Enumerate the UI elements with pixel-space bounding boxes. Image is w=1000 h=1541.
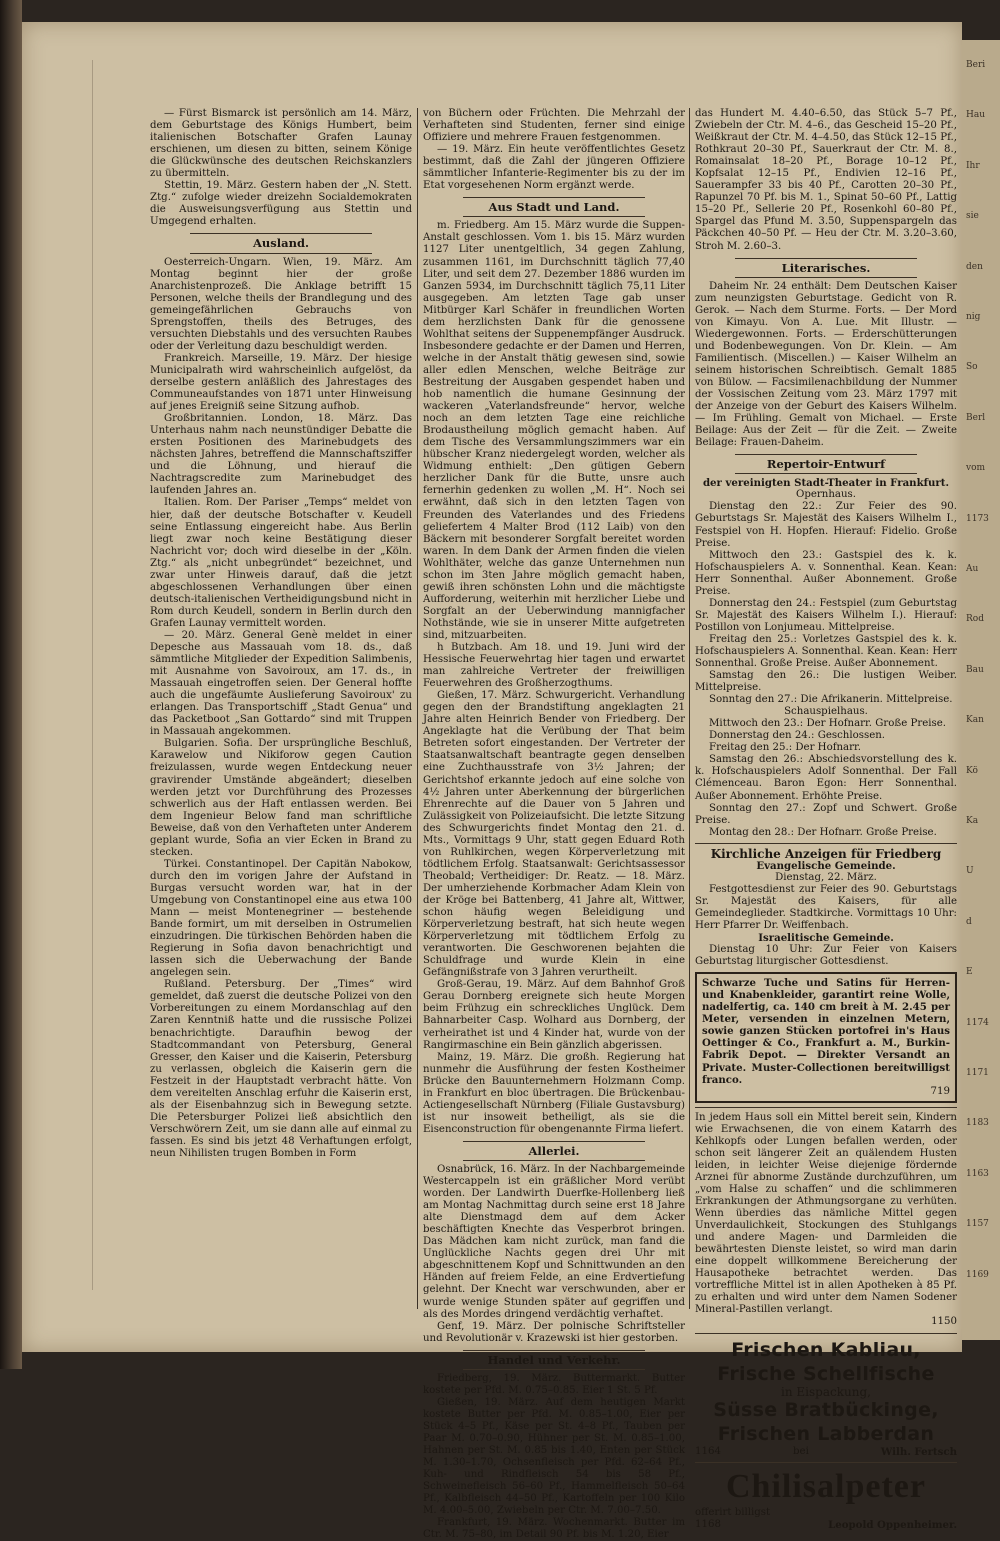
ad-chili-title: Chilisalpeter bbox=[726, 1467, 926, 1505]
repertoir-entry: Mittwoch den 23.: Der Hofnarr. Große Preise. bbox=[709, 718, 947, 730]
article-mainz: Mainz, 19. März. Die großh. Regierung hat nunmehr die Ausführung der festen Kostheimer Brücke den Bauunternehmern Holzmann Comp. in Frankfurt en bloc übertragen. Die Brückenbau-Actiengesellschaft Nürnberg (Filiale Gustavsburg) ist nur insoweit betheiligt, als sie die Eisenconstruction für obengenannte Firma liefert. bbox=[423, 1051, 685, 1135]
ad-chili-offer: offerirt billigst bbox=[695, 1506, 771, 1518]
edge-fragment: 1173 bbox=[966, 513, 989, 524]
ad-number: 1164 bbox=[695, 1445, 721, 1457]
israelitische-text: Dienstag 10 Uhr: Zur Feier von Kaisers Geburtstag liturgischer Gottesdienst. bbox=[695, 944, 957, 968]
ad-fish-line: Frische Schellfische bbox=[717, 1362, 935, 1385]
edge-fragment: nig bbox=[966, 312, 981, 322]
edge-fragment: Au bbox=[966, 564, 979, 574]
market-friedberg: Friedberg, 19. März. Buttermarkt. Butter kostete per Pfd. M. 0.75–0.85. Eier 1 St. 5 Pf. bbox=[423, 1372, 685, 1396]
article-osnabrueck: Osnabrück, 16. März. In der Nachbargemeinde Westercappeln ist ein gräßlicher Mord verübt worden. Der Landwirth Duerfke-Hollenberg ließ am Montag Nachmittag durch seine erst 18 Jahre alte Dienstmagd dem auf dem Acker beschäftigten Knechte das Vesperbrot bringen. Das Mädchen kam nicht zurück, man fand die Unglückliche Nachts gegen drei Uhr mit abgeschnittenem Kopf und Schnittwunden an den Händen auf freiem Felde, an eine Erdvertiefung gelehnt. Der Knecht war verschwunden, aber er wurde wenige Stunden später auf gegriffen und als des Mordes dringend verdächtig verhaftet. bbox=[423, 1163, 685, 1320]
market-frankfurt-cont: das Hundert M. 4.40–6.50, das Stück 5–7 Pf., Zwiebeln der Ctr. M. 4–6., das Gescheid 15–20 Pf., Weißkraut der Ctr. M. 4–4.50, das Stück 12–15 Pf., Rothkraut 20–30 Pf., Sauerkraut der Ctr. M. 8., Romainsalat 18–20 Pf., Borage 10–12 Pf., Kopfsalat 12–15 Pf., Endivien 12–16 Pf., Sauerampfer 33 bis 40 Pf., Carotten 20–30 Pf., Rapunzel 70 Pf. bis M. 1., Spinat 50–60 Pf., Lattig 15–20 Pf., Sellerie 20 Pf., Rosenkohl 60–80 Pf., Spargel das Pfund M. 3.50, Suppenspargeln das Päckchen 40–50 Pf. — Heu der Ctr. M. 3.20–3.60, Stroh M. 2.60–3. bbox=[695, 108, 957, 252]
evangelische-text: Festgottesdienst zur Feier des 90. Geburtstags Sr. Majestät des Kaisers, für alle Gemeindeglieder. Stadtkirche. Vormittags 10 Uhr: Herr Pfarrer Dr. Weiffenbach. bbox=[695, 883, 957, 931]
repertoir-entry: Montag den 28.: Der Hofnarr. Große Preise. bbox=[709, 826, 937, 838]
article-russland-cont: von Büchern oder Früchten. Die Mehrzahl der Verhafteten sind Studenten, ferner sind einige Offiziere und mehrere Frauen festgenommen. bbox=[423, 108, 685, 144]
edge-fragment: Beri bbox=[966, 60, 986, 70]
divider bbox=[695, 1333, 957, 1334]
ad-number: 1150 bbox=[931, 1316, 957, 1328]
israelitische-gemeinde: Israelitische Gemeinde. bbox=[758, 932, 894, 945]
article-daheim: Daheim Nr. 24 enthält: Dem Deutschen Kaiser zum neunzigsten Geburtstage. Gedicht von R. Gerok. — Nach dem Sturme. Forts. — Der Mord von Kimayu. Von A. Lue. Mit Illustr. — Wiedergewonnen. Forts. — Erderschütterungen und Bodenbewegungen. Von Dr. Klein. — Am Familientisch. (Miscellen.) — Kaiser Wilhelm an seinem historischen Schreibtisch. Gemalt 1885 von Bülow. — Facsimilenachbildung der Nummer der Vossischen Zeitung vom 23. März 1797 mit der Anzeige von der Geburt des Kaisers Wilhelm. — Im Frühling. Gemalt von Michael. — Erste Beilage: Aus der Zeit — für die Zeit. — Zweite Beilage: Frauen-Daheim. bbox=[695, 280, 957, 449]
article-italien: Italien. Rom. Der Pariser „Temps“ meldet von hier, daß der deutsche Botschafter v. Keudell seine Entlassung eingereicht habe. Aus Berlin liegt zwar noch keine Bestätigung dieser Nachricht vor; doch wird dieselbe in der „Köln. Ztg.“ als „nicht unbegründet“ bezeichnet, und zwar unter Hinweis darauf, daß die jetzt abgeschlossenen Verhandlungen über einen deutsch-italienischen Vertheidigungsbund nicht in Rom durch Keudell, sondern in Berlin durch den Grafen Launay vermittelt worden. bbox=[150, 497, 412, 629]
evangelische-gemeinde: Evangelische Gemeinde. bbox=[756, 859, 896, 872]
edge-fragment: So bbox=[966, 362, 978, 373]
ad-fish-line: Frischen Labberdan bbox=[717, 1422, 935, 1445]
article-offiziere: — 19. März. Ein heute veröffentlichtes Gesetz bestimmt, daß die Zahl der jüngeren Offiziere sämmtlicher Infanterie-Regimenter bis zu der im Etat vorgesehenen Norm ergänzt werde. bbox=[423, 144, 685, 192]
market-frankfurt: Frankfurt, 19. März. Wochenmarkt. Butter im Ctr. M. 75–80, im Detail 90 Pf. bis M. 1.20, Eier bbox=[423, 1517, 685, 1541]
section-allerlei: Allerlei. bbox=[423, 1141, 685, 1161]
article-butzbach: h Butzbach. Am 18. und 19. Juni wird der Hessische Feuerwehrtag hier tagen und erwartet man zahlreiche Vertreter der freiwilligen Feuerwehren des Großherzogthums. bbox=[423, 642, 685, 690]
edge-fragment: Kö bbox=[966, 765, 978, 776]
divider bbox=[695, 1107, 957, 1108]
edge-fragment: den bbox=[966, 261, 983, 272]
edge-fragment: 1174 bbox=[966, 1017, 989, 1028]
article-oesterreich: Oesterreich-Ungarn. Wien, 19. März. Am Montag beginnt hier der große Anarchistenprozeß. Die Anklage betrifft 15 Personen, welche theils der Brandlegung und des gemeingefährlichen Gebrauchs von Sprengstoffen, theils des Betruges, des versuchten Diebstahls und des versuchten Raubes oder der Verleitung dazu beschuldigt werden. bbox=[150, 256, 412, 352]
edge-fragment: Rod bbox=[966, 614, 984, 625]
repertoir-entry: Donnerstag den 24.: Festspiel (zum Geburtstag Sr. Majestät des Kaisers Wilhelm I.). Hierauf: Postillon von Lonjumeau. Mittelpreise. bbox=[695, 597, 957, 633]
edge-fragment: d bbox=[966, 916, 972, 927]
section-ausland: Ausland. bbox=[150, 233, 412, 253]
article-suppenanstalt: m. Friedberg. Am 15. März wurde die Suppen-Anstalt geschlossen. Vom 1. bis 15. März wurden 1127 Liter unentgeltlich, 34 gegen Zahlung, zusammen 1161, im Durchschnitt täglich 77,40 Liter, und seit dem 27. Dezember 1886 wurden im Ganzen 5934, im Durchschnitt täglich 75,11 Liter ausgegeben. Am letzten Tage gab unser Mitbürger Karl Schäfer in freundlichen Worten dem herzlichsten Dank für die genossene Wohlthat seitens der Suppenempfänger Ausdruck. Insbesondere gedachte er der Damen und Herren, welche in der Anstalt thätig gewesen sind, sowie aller edlen Menschen, welche Beiträge zur Bestreitung der Ausgaben gespendet haben und hob namentlich die humane Gesinnung der wackeren „Vaterlandsfreunde“ hervor, welche noch an dem letzten Tage eine reichliche Brodaustheilung möglich gemacht haben. Auf dem Tische des Versammlungszimmers war ein hübscher Kranz niedergelegt worden, welcher als Widmung enthielt: „Den gütigen Gebern herzlicher Dank für die Butte, unsre auch fernerhin gedenken zu wollen „M. H“. Noch sei erwähnt, daß sich in den letzten Tagen von Freunden des Vaterlandes und des Friedens geliefertem 4 Malter Brod (112 Laib) von den Bäckern mit besonderer Sorgfalt bereitet worden waren. In dem Dank der Armen finden die vielen Wohlthäter, welche das ganze Unternehmen nun schon im 3ten Jahre möglich gemacht haben, gewiß ihren schönsten Lohn und die mächtigste Aufforderung, weiterhin mit herzlicher Liebe und Sorgfalt an der Ueberwindung mannigfacher Nothstände, wie sie in unserer Mitte aufgetreten sind, mitzuarbeiten. bbox=[423, 220, 685, 641]
edge-fragment: sie bbox=[966, 211, 979, 222]
edge-fragment: 1169 bbox=[966, 1269, 989, 1280]
ad-tuche-text: Schwarze Tuche und Satins für Herren- und Knabenkleider, garantirt reine Wolle, nadelfertig, ca. 140 cm breit à M. 2.45 per Meter, versenden in einzelnen Metern, sowie ganzen Stücken portofrei in's Haus Oettinger & Co., Frankfurt a. M., Burkin-Fabrik Depot. — Direkter Versandt an Private. Muster-Collectionen bereitwilligst franco. bbox=[702, 977, 950, 1086]
ad-fish-bei: bei bbox=[793, 1445, 809, 1457]
ad-tuche-satins bbox=[695, 972, 957, 1102]
ad-chilisalpeter bbox=[695, 1467, 957, 1531]
ad-fish-line: Frischen Kabliau, bbox=[731, 1338, 921, 1361]
section-handel: Handel und Verkehr. bbox=[423, 1350, 685, 1370]
edge-fragment: Hau bbox=[966, 110, 986, 121]
repertoir-entry: Mittwoch den 23.: Gastspiel des k. k. Hofschauspielers A. v. Sonnenthal. Kean. Kean: Herr Sonnenthal. Außer Abonnement. Große Preise. bbox=[695, 549, 957, 597]
repertoir-entry: Freitag den 25.: Vorletzes Gastspiel des k. k. Hofschauspielers A. Sonnenthal. Kean. Kean: Herr Sonnenthal. Große Preise. Außer Abonnement. bbox=[695, 633, 957, 670]
article-gross-gerau: Groß-Gerau, 19. März. Auf dem Bahnhof Groß Gerau Dornberg ereignete sich heute Morgen beim Frühzug ein schreckliches Unglück. Dem Bahnarbeiter Casp. Wolhard aus Dornberg, der verheirathet ist und 4 Kinder hat, wurde von der Rangirmaschine ein Bein gänzlich abgerissen. bbox=[423, 979, 685, 1051]
column-2 bbox=[423, 108, 685, 1541]
divider bbox=[695, 1462, 957, 1463]
column-1 bbox=[150, 108, 412, 1309]
ad-number: 719 bbox=[930, 1085, 950, 1097]
edge-fragment: Berl bbox=[966, 412, 986, 423]
edge-fragment: Ka bbox=[966, 816, 979, 826]
ad-fish bbox=[695, 1338, 957, 1458]
article-stettin: Stettin, 19. März. Gestern haben der „N. Stett. Ztg.“ zufolge wieder dreizehn Socialdemokraten die Ausweisungsverfügung aus Stettin und Umgegend erhalten. bbox=[150, 180, 412, 228]
article-bulgarien: Bulgarien. Sofia. Der ursprüngliche Beschluß, Karawelow und Nikiforow gegen Caution freizulassen, wurde wegen Entdeckung neuer gravirender Umstände abgeändert; dieselben werden jetzt vor Durchführung des Prozesses schwerlich aus der Haft entlassen werden. Bei dem Ingenieur Below fand man schriftliche Beweise, daß von den Verhafteten unter Anderem geplant wurde, Sofia an vier Ecken in Brand zu stecken. bbox=[150, 738, 412, 858]
section-literarisches: Literarisches. bbox=[695, 258, 957, 278]
ad-fish-line: in Eispackung, bbox=[781, 1384, 871, 1399]
article-giessen-schwurgericht: Gießen, 17. März. Schwurgericht. Verhandlung gegen den der Brandstiftung angeklagten 21 Jahre alten Heinrich Bender von Friedberg. Der Angeklagte hat die Verübung der That beim Betreten sofort eingestanden. Der Vertreter der Staatsanwaltschaft beantragte gegen denselben eine Zuchthausstrafe von 3½ Jahren; der Gerichtshof erkannte jedoch auf eine solche von 4½ Jahren unter Aberkennung der bürgerlichen Ehrenrechte auf die Dauer von 5 Jahren und Zulässigkeit von Polizeiaufsicht. Die letzte Sitzung des Schwurgerichts findet Montag den 21. d. Mts., Vormittags 9 Uhr, statt gegen Eduard Roth von Ruhlkirchen, wegen Körperverletzung mit tödtlichem Erfolg. Staatsanwalt: Gerichtsassessor Theobald; Vertheidiger: Dr. Reatz. — 18. März. Der umherziehende Korbmacher Adam Klein von der Kröge bei Battenberg, 41 Jahre alt, Wittwer, schon häufig wegen Beleidigung und Körperverletzung bestraft, hat sich heute wegen Körperverletzung mit tödtlichem Erfolg zu verantworten. Die Geschworenen bejahten die Schuldfrage und wurde Klein in eine Gefängnißstrafe von 3 Jahren verurtheilt. bbox=[423, 690, 685, 979]
ad-sodener-text: In jedem Haus soll ein Mittel bereit sein, Kindern wie Erwachsenen, die von einem Katarrh des Kehlkopfs oder Lungen befallen werden, oder schon seit längerer Zeit an quälendem Husten leiden, in leichter Weise diejenige fördernde Arznei für abnorme Zustände durchzuführen, um „vom Halse zu schaffen“ und die schlimmeren Erkrankungen der Athmungsorgane zu verhüten. Wenn überdies das nämliche Mittel gegen Unverdaulichkeit, Stockungen des Stuhlgangs und andere Magen- und Darmleiden die bewährtesten Dienste leistet, so wird man darin eine doppelt willkommene Bereicherung der Hausapotheke betrachtet werden. Das vortreffliche Mittel ist in allen Apotheken à 85 Pf. zu erhalten und wird unter dem Namen Sodener Mineral-Pastillen verlangt. bbox=[695, 1111, 957, 1316]
edge-fragment: 1163 bbox=[966, 1168, 989, 1179]
repertoir-opernhaus: Opernhaus. bbox=[796, 489, 856, 501]
edge-fragment: 1183 bbox=[966, 1118, 989, 1129]
ad-fish-firm: Wilh. Fertsch bbox=[880, 1445, 957, 1458]
adjacent-page-edge bbox=[962, 40, 1000, 1340]
article-russland: Rußland. Petersburg. Der „Times“ wird gemeldet, daß zuerst die deutsche Polizei von den Vorbereitungen zu einem Mordanschlag auf den Zaren Kenntniß hatte und die russische Polizei benachrichtigte. Daraufhin bewog der Stadtcommandant von Petersburg, General Gresser, den Kaiser und die Kaiserin, Petersburg zu verlassen, obgleich die Kaiserin gern die Festzeit in der Hauptstadt verbracht hätte. Von dem vereitelten Anschlag erfuhr die Kaiserin erst, als der Eisenbahnzug sich in Bewegung setzte. Die Petersburger Polizei ließ absichtlich den Verschwörern Zeit, um sie dann alle auf einmal zu fassen. Es sind bis jetzt 48 Verhaftungen erfolgt, neun Nihilisten trugen Bomben in Form bbox=[150, 979, 412, 1159]
article-genf: Genf, 19. März. Der polnische Schriftsteller und Revolutionär v. Krazewski ist hier gestorben. bbox=[423, 1320, 685, 1344]
market-giessen: Gießen, 19. März. Auf dem heutigen Markt kostete Butter per Pfd. M. 0.85–1.00, Eier per Stück 4–5 Pf., Käse per St. 4–8 Pf., Tauben per Paar M. 0.70–0.90, Hühner per St. M. 0.85–1.00, Hahnen per St. M. 0.85 bis 1.40, Enten per Stück M. 1.30–1.70, Ochsenfleisch per Pfd. 62–64 Pf., Kuh- und Rindfleisch 54 bis 58 Pf., Schweinefleisch 56–60 Pf., Hammelfleisch 50–64 Pf., Kalbfleisch 44–50 Pf., Kartoffeln per 100 Kilo M. 4.00–5.00, Zwiebeln per Ctr. M. 7.00–7.50. bbox=[423, 1396, 685, 1517]
repertoir-entry: Samstag den 26.: Die lustigen Weiber. Mittelpreise. bbox=[695, 670, 957, 694]
repertoir-entry: Sonntag den 27.: Die Afrikanerin. Mittelpreise. bbox=[709, 694, 953, 706]
column-rule bbox=[689, 108, 690, 1309]
repertoir-schauspielhaus: Schauspielhaus. bbox=[784, 706, 868, 718]
column-3 bbox=[695, 108, 957, 1531]
article-grossbritannien: Großbritannien. London, 18. März. Das Unterhaus nahm nach neunstündiger Debatte die ersten Positionen des Marinebudgets des nächsten Jahres, betreffend die Mannschaftsziffer und die Löhnung, und hierauf die Nachtragscredite zum Marinebudget des laufenden Jahres an. bbox=[150, 413, 412, 497]
repertoir-entry: Freitag den 25.: Der Hofnarr. bbox=[709, 742, 861, 754]
article-frankreich: Frankreich. Marseille, 19. März. Der hiesige Municipalrath wird wahrscheinlich aufgelöst, da derselbe gestern anläßlich des Jahrestages des Communeaufstandes von 1871 unter Hinweisung auf jenes Ereigniß seine Sitzung aufhob. bbox=[150, 352, 412, 413]
edge-fragment: Ihr bbox=[966, 160, 980, 171]
article-massauah: — 20. März. General Genè meldet in einer Depesche aus Massauah vom 18. ds., daß sämmtliche Mitglieder der Expedition Salimbenis, mit Ausnahme von Savoiroux, am 17. ds., in Massauah eingetroffen seien. Der General hoffte auch die ungefäumte Auslieferung Savoiroux' zu erlangen. Das Transportschiff „Stadt Genua“ und das Packetboot „San Gottardo“ sind mit Truppen in Massauah angekommen. bbox=[150, 629, 412, 738]
edge-fragment: E bbox=[966, 967, 973, 978]
edge-fragment: Kan bbox=[966, 715, 984, 726]
repertoir-entry: Samstag den 26.: Abschiedsvorstellung des k. k. Hofschauspielers Adolf Sonnenthal. Der Fall Clémenceau. Baron Egon: Herr Sonnenthal. Außer Abonnement. Erhöhte Preise. bbox=[695, 754, 957, 802]
edge-fragment: U bbox=[966, 866, 974, 877]
evangelische-date: Dienstag, 22. März. bbox=[775, 871, 877, 883]
section-kirchliche: Kirchliche Anzeigen für Friedberg bbox=[710, 846, 942, 861]
repertoir-entry: Sonntag den 27.: Zopf und Schwert. Große Preise. bbox=[695, 802, 957, 826]
repertoir-subtitle: der vereinigten Stadt-Theater in Frankfurt. bbox=[702, 477, 950, 490]
section-repertoir: Repertoir-Entwurf bbox=[695, 454, 957, 474]
column-rule bbox=[417, 108, 418, 1309]
edge-fragment: vom bbox=[966, 463, 986, 474]
section-stadt-land: Aus Stadt und Land. bbox=[423, 197, 685, 217]
repertoir-entry: Dienstag den 22.: Zur Feier des 90. Geburtstags Sr. Majestät des Kaisers Wilhelm I., Festspiel von H. Hopfen. Hierauf: Fidelio. Große Preise. bbox=[695, 501, 957, 549]
ad-chili-firm: Leopold Oppenheimer. bbox=[828, 1518, 957, 1531]
repertoir-entry: Donnerstag den 24.: Geschlossen. bbox=[709, 730, 886, 742]
edge-fragment: 1171 bbox=[966, 1068, 989, 1078]
ad-number: 1168 bbox=[695, 1518, 721, 1530]
article-tuerkei: Türkei. Constantinopel. Der Capitän Nabokow, durch den im vorigen Jahre der Aufstand in Burgas versucht worden war, hat in der Umgebung von Constantinopel eine aus etwa 100 Mann — meist Montenegriner — bestehende Bande formirt, um mit derselben in Ostrumelien einzudringen. Die türkischen Behörden haben die Regierung in Sofia davon benachrichtigt und lassen sich die Ueberwachung der Bande angelegen sein. bbox=[150, 858, 412, 979]
ad-fish-line: Süsse Bratbückinge, bbox=[713, 1398, 939, 1421]
book-binding bbox=[0, 0, 22, 1369]
divider bbox=[695, 843, 957, 844]
page-crease bbox=[92, 60, 99, 1290]
edge-fragment: 1157 bbox=[966, 1219, 989, 1230]
edge-fragment: Bau bbox=[966, 664, 984, 675]
article-bismarck: — Fürst Bismarck ist persönlich am 14. März, dem Geburtstage des Königs Humbert, beim italienischen Botschafter Grafen Launay erschienen, um diesen zu bitten, seinem Könige die Glückwünsche des deutschen Reichskanzlers zu übermitteln. bbox=[150, 108, 412, 180]
